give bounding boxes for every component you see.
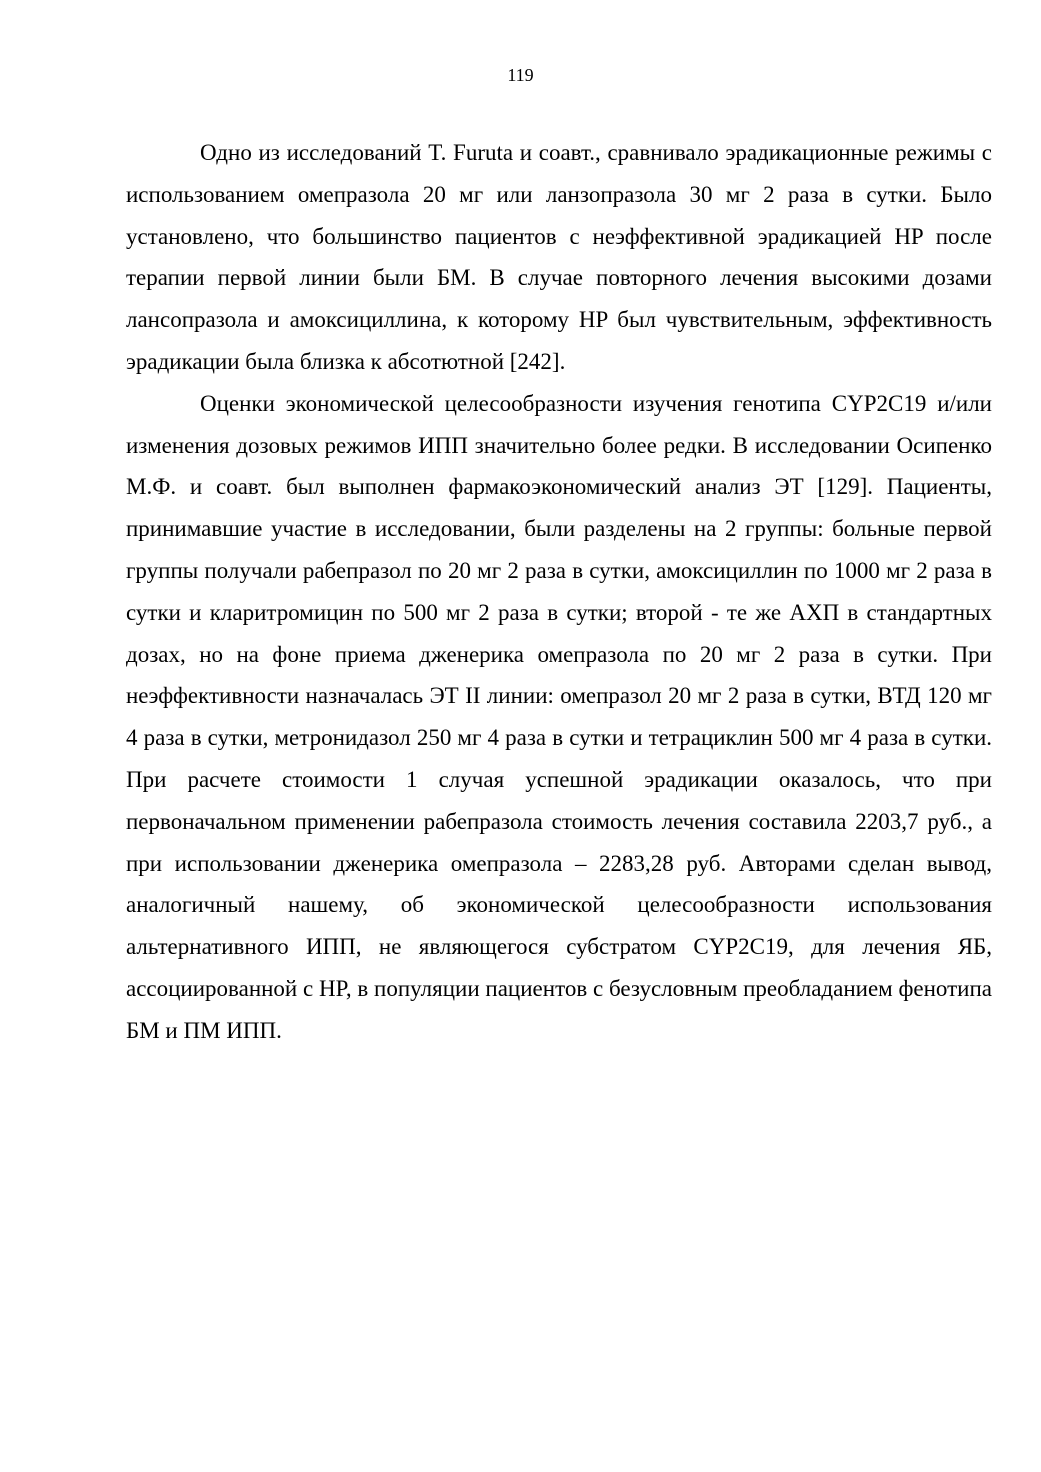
page-number: 119 <box>507 65 534 85</box>
body-text <box>126 132 992 1052</box>
paragraph-economic-evaluation: Оценки экономической целесообразности изучения генотипа CYP2C19 и/или изменения дозовых режимов ИПП значительно более редки. В исследовании Осипенко М.Ф. и соавт. был выполнен фармакоэкономический анализ ЭТ [129]. Пациенты, принимавшие участие в исследовании, были разделены на 2 группы: больные первой группы получали рабепразол по 20 мг 2 раза в сутки, амоксициллин по 1000 мг 2 раза в сутки и кларитромицин по 500 мг 2 раза в сутки; второй - те же АХП в стандартных дозах, но на фоне приема дженерика омепразола по 20 мг 2 раза в сутки. При неэффективности назначалась ЭТ II линии: омепразол 20 мг 2 раза в сутки, ВТД 120 мг 4 раза в сутки, метронидазол 250 мг 4 раза в сутки и тетрациклин 500 мг 4 раза в сутки. При расчете стоимости 1 случая успешной эрадикации оказалось, что при первоначальном применении рабепразола стоимость лечения составила 2203,7 руб., а при использовании дженерика омепразола – 2283,28 руб. Авторами сделан вывод, аналогичный нашему, об экономической целесообразности использования альтернативного ИПП, не являющегося субстратом CYP2C19, для лечения ЯБ, ассоциированной с HP, в популяции пациентов с безусловным преобладанием фенотипа БМ и ПМ ИПП. <box>126 390 992 1043</box>
paragraph-furuta-study: Одно из исследований T. Furuta и соавт., сравнивало эрадикационные режимы с использованием омепразола 20 мг или ланзопразола 30 мг 2 раза в сутки. Было установлено, что большинство пациентов с неэффективной эрадикацией HP после терапии первой линии были БМ. В случае повторного лечения высокими дозами лансопразола и амоксициллина, к которому HP был чувствительным, эффективность эрадикации была близка к абсотютной [242]. <box>126 140 992 374</box>
